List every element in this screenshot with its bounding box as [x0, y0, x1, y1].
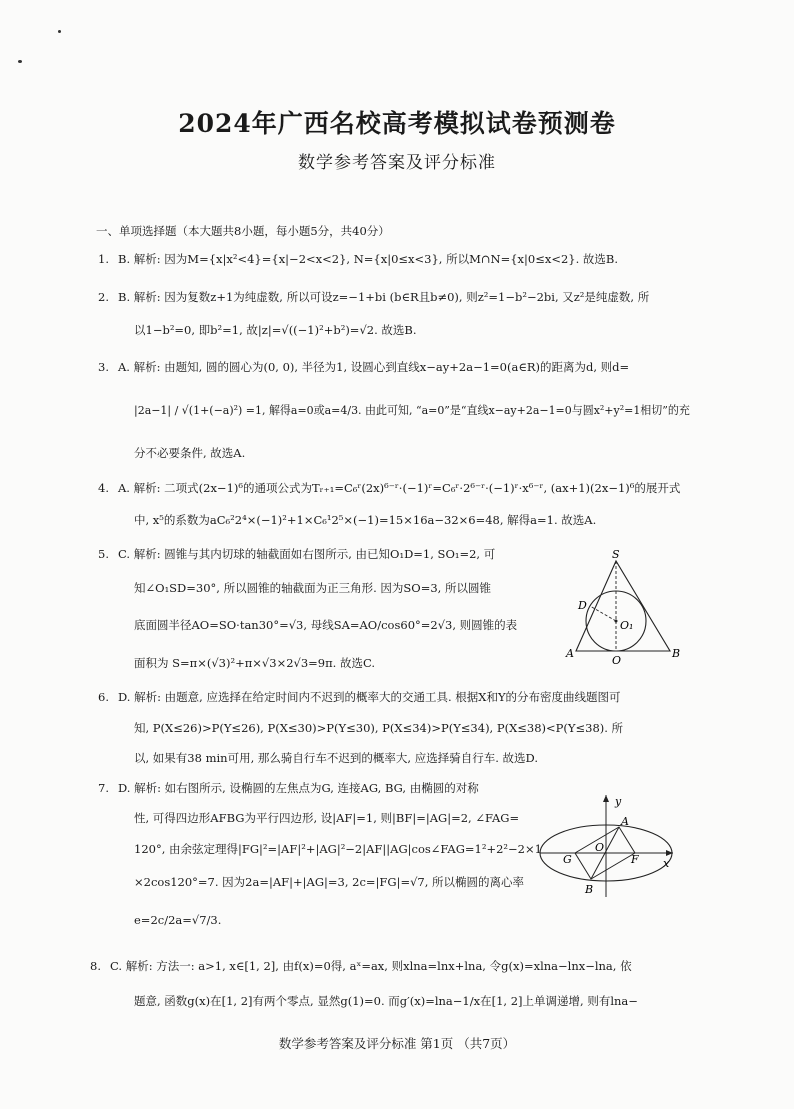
ellipse-label: B	[585, 883, 594, 896]
answer-line: 面积为 S=π×(√3)²+π×√3×2√3=9π. 故选C.	[134, 656, 376, 670]
answer-line: 中, x⁵的系数为aC₆²2⁴×(−1)²+1×C₆¹2⁵×(−1)=15×16a−32×6=48, 解得a=1. 故选A.	[134, 513, 597, 527]
answer-line: 底面圆半径AO=SO·tan30°=√3, 母线SA=AO/cos60°=2√3, 则圆锥的表	[134, 618, 518, 632]
item-number: 2.	[98, 290, 109, 304]
answer-line: A. 解析: 由题知, 圆的圆心为(0, 0), 半径为1, 设圆心到直线x−ay+2a−1=0(a∈R)的距离为d, 则d=	[118, 360, 630, 374]
cone-label: A	[566, 647, 574, 660]
answer-line: |2a−1| / √(1+(−a)²) =1, 解得a=0或a=4/3. 由此可知, “a=0”是“直线x−ay+2a−1=0与圆x²+y²=1相切”的充	[134, 403, 690, 417]
answer-line: 知, P(X≤26)>P(Y≤26), P(X≤30)>P(Y≤30), P(X≤34)>P(Y≤34), P(X≤38)<P(Y≤38). 所	[134, 721, 624, 735]
ellipse-figure	[535, 785, 685, 900]
item-number: 6.	[98, 690, 109, 704]
page-title: 2024年广西名校高考模拟试卷预测卷	[178, 109, 616, 138]
answer-line: D. 解析: 由题意, 应选择在给定时间内不迟到的概率大的交通工具. 根据X和Y的分布密度曲线题图可	[118, 690, 621, 704]
item-number: 4.	[98, 481, 109, 495]
answer-line: 120°, 由余弦定理得|FG|²=|AF|²+|AG|²−2|AF||AG|cos∠FAG=1²+2²−2×1	[134, 842, 542, 856]
page-subtitle: 数学参考答案及评分标准	[298, 153, 496, 173]
answer-line: e=2c/2a=√7/3.	[134, 913, 222, 927]
answer-line: 知∠O₁SD=30°, 所以圆锥的轴截面为正三角形. 因为SO=3, 所以圆锥	[134, 581, 491, 595]
cone-label: S	[612, 548, 620, 561]
answer-line: 性, 可得四边形AFBG为平行四边形, 设|AF|=1, 则|BF|=|AG|=2, ∠FAG=	[134, 811, 520, 825]
cone-cross-section-figure	[560, 545, 690, 670]
ellipse-label: O	[595, 841, 605, 854]
cone-label: O₁	[620, 619, 634, 632]
item-number: 3.	[98, 360, 109, 374]
item-number: 8.	[90, 959, 101, 973]
cone-label: B	[672, 647, 681, 660]
item-number: 5.	[98, 547, 109, 561]
answer-line: 以1−b²=0, 即b²=1, 故|z|=√((−1)²+b²)=√2. 故选B.	[134, 323, 417, 337]
ellipse-label: A	[621, 815, 629, 828]
answer-line: B. 解析: 因为复数z+1为纯虚数, 所以可设z=−1+bi (b∈R且b≠0), 则z²=1−b²−2bi, 又z²是纯虚数, 所	[118, 290, 650, 304]
scan-speck	[18, 60, 22, 63]
answer-line: 以, 如果有38 min可用, 那么骑自行车不迟到的概率大, 应选择骑自行车. 故选D.	[134, 751, 538, 765]
answer-line: ×2cos120°=7. 因为2a=|AF|+|AG|=3, 2c=|FG|=√7, 所以椭圆的离心率	[134, 875, 525, 889]
answer-line: C. 解析: 圆锥与其内切球的轴截面如右图所示, 由已知O₁D=1, SO₁=2, 可	[118, 547, 496, 561]
page-footer: 数学参考答案及评分标准 第1页 （共7页）	[278, 1036, 516, 1051]
answer-line: D. 解析: 如右图所示, 设椭圆的左焦点为G, 连接AG, BG, 由椭圆的对称	[118, 781, 479, 795]
cone-label: O	[612, 654, 622, 667]
cone-label: D	[578, 599, 587, 612]
section-heading: 一、单项选择题（本大题共8小题，每小题5分，共40分）	[96, 224, 390, 238]
item-number: 1.	[98, 252, 109, 266]
answer-line: 题意, 函数g(x)在[1, 2]有两个零点, 显然g(1)=0. 而g′(x)=lna−1/x在[1, 2]上单调递增, 则有lna−	[134, 994, 638, 1008]
ellipse-label: y	[615, 795, 622, 808]
answer-line: A. 解析: 二项式(2x−1)⁶的通项公式为Tᵣ₊₁=C₆ʳ(2x)⁶⁻ʳ·(−1)ʳ=C₆ʳ·2⁶⁻ʳ·(−1)ʳ·x⁶⁻ʳ, (ax+1)(2x−1)⁶的展开式	[118, 481, 681, 495]
scan-speck	[58, 30, 61, 33]
answer-line: 分不必要条件, 故选A.	[134, 446, 246, 460]
ellipse-label: F	[631, 853, 639, 866]
item-number: 7.	[98, 781, 109, 795]
ellipse-label: x	[663, 857, 670, 870]
ellipse-label: G	[563, 853, 572, 866]
answer-line: B. 解析: 因为M={x|x²<4}={x|−2<x<2}, N={x|0≤x<3}, 所以M∩N={x|0≤x<2}. 故选B.	[118, 252, 619, 266]
answer-line: C. 解析: 方法一: a>1, x∈[1, 2], 由f(x)=0得, aˣ=ax, 则xlna=lnx+lna, 令g(x)=xlna−lnx−lna, 依	[110, 959, 632, 973]
